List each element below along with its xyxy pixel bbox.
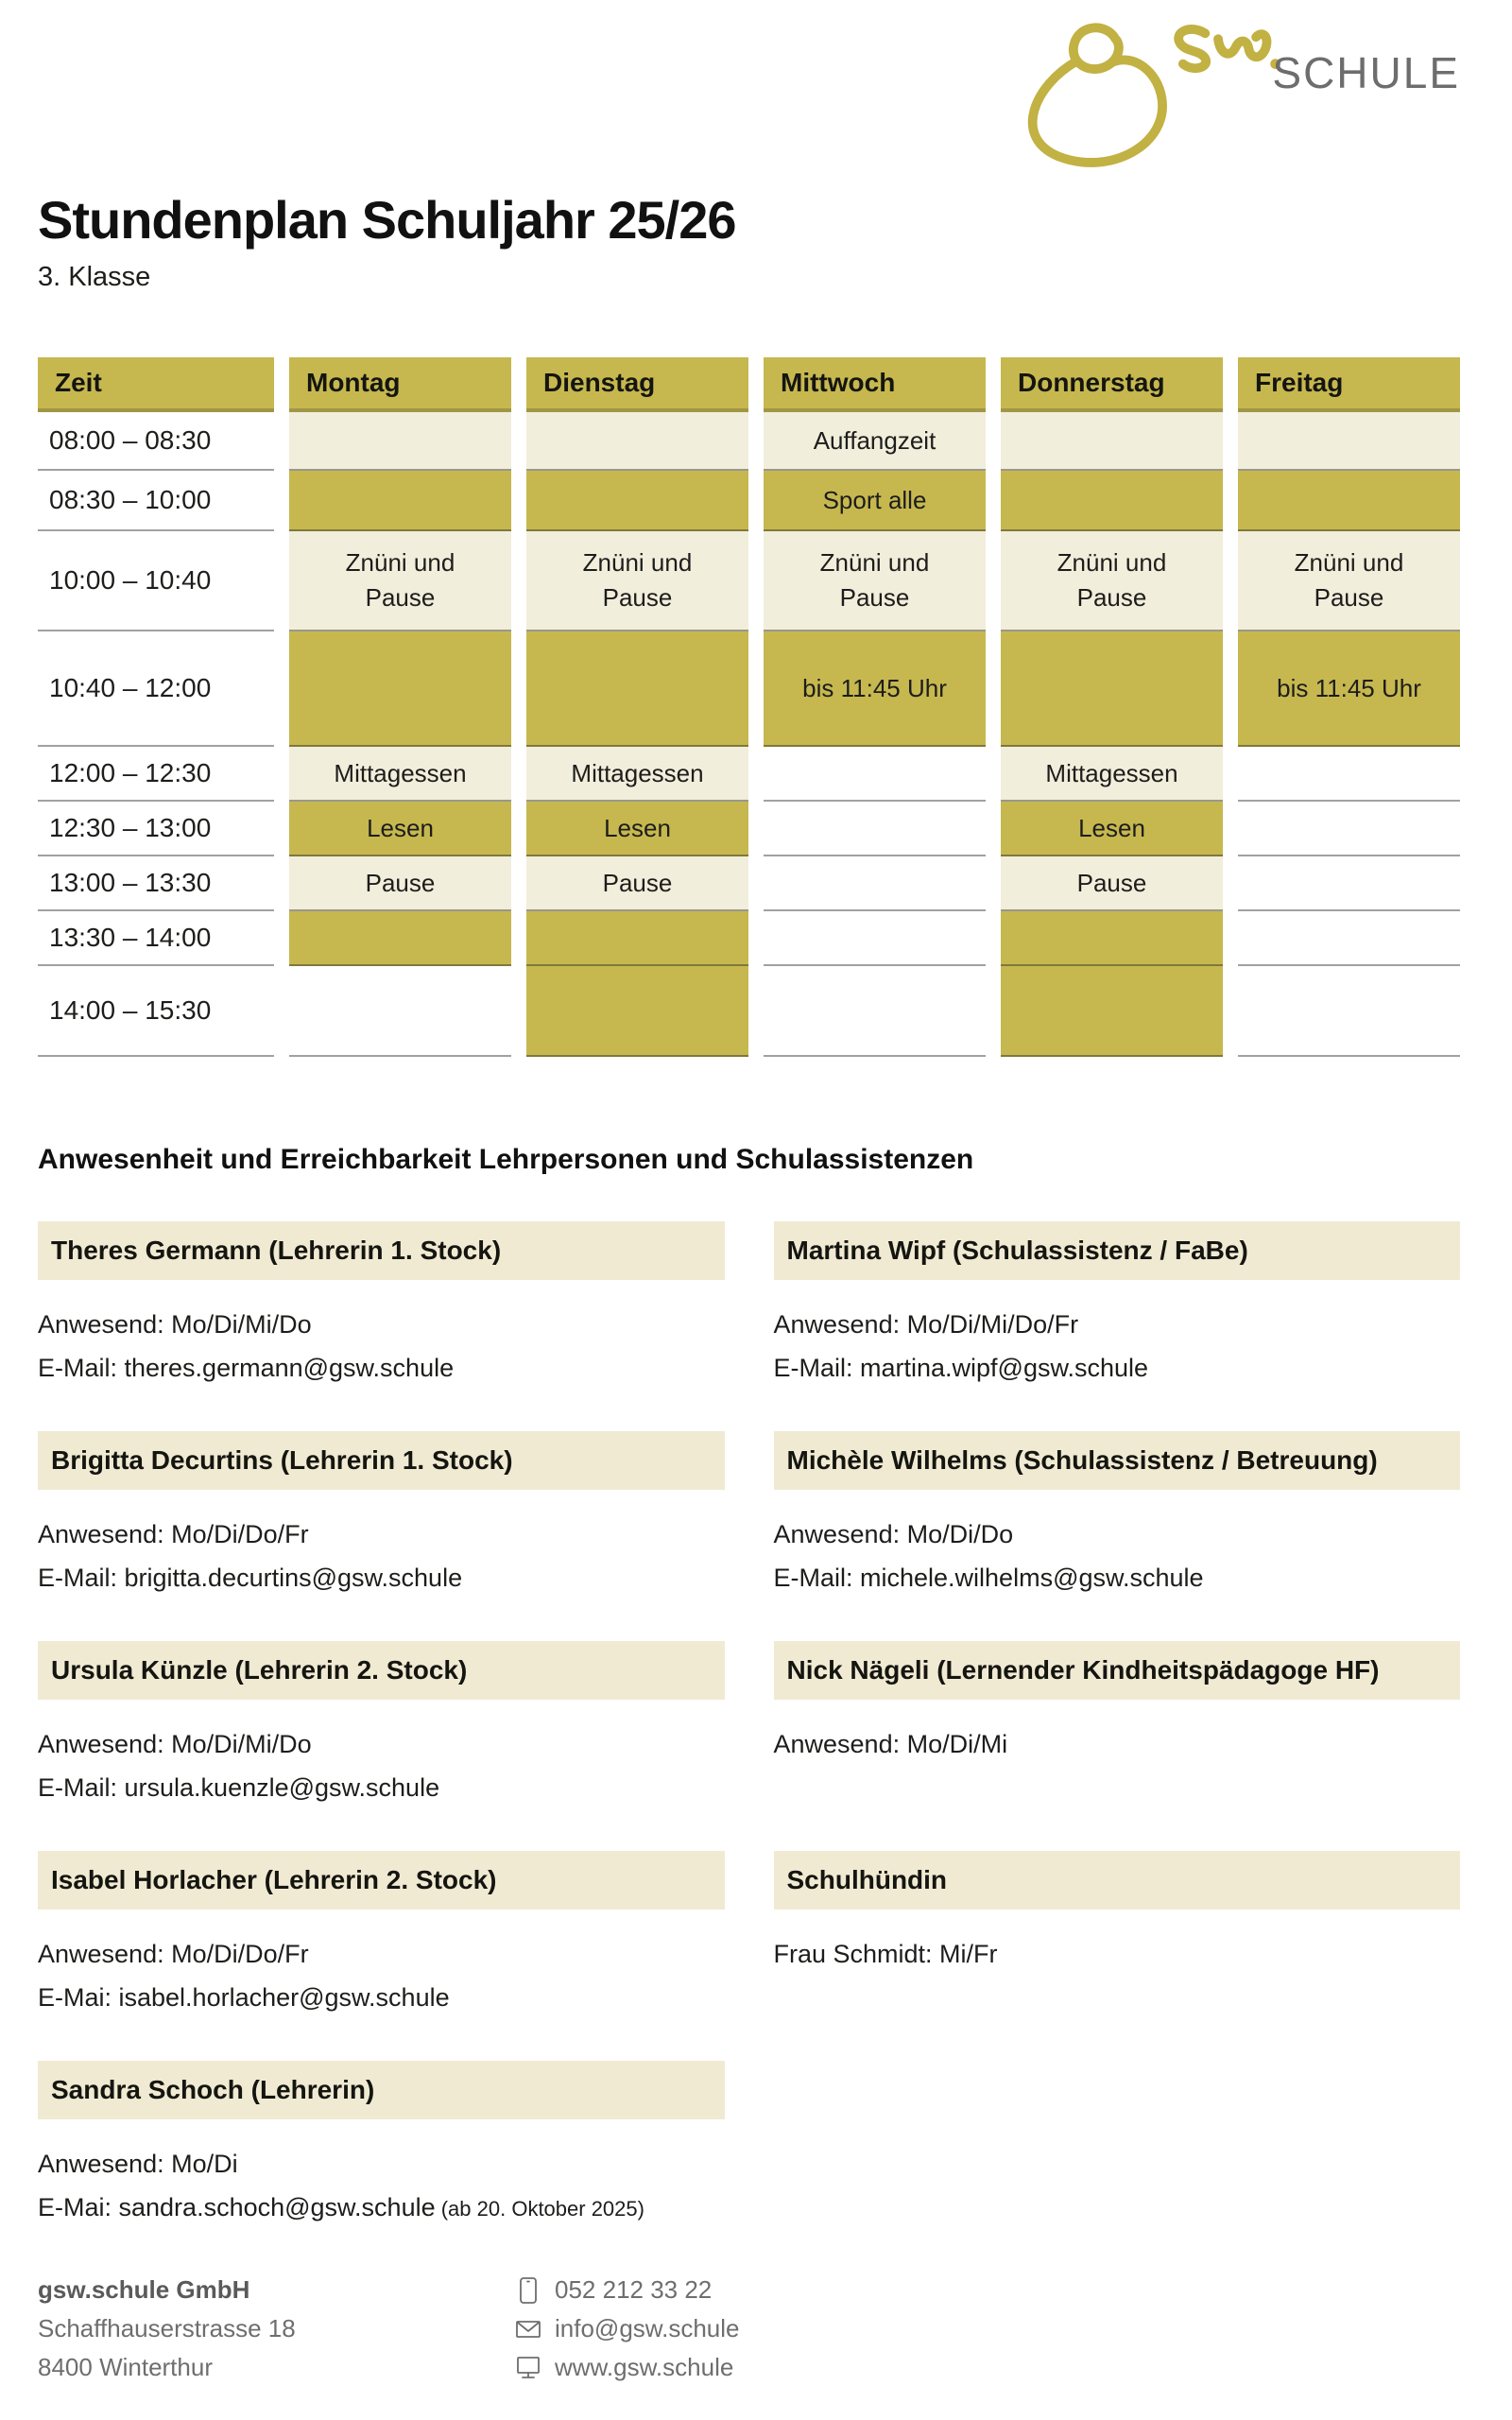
- cell-text: Lesen: [1078, 813, 1145, 842]
- timetable-cell-montag: [289, 966, 511, 1057]
- column-header-dienstag: Dienstag: [526, 357, 748, 412]
- footer-contact-row: [515, 2271, 740, 2309]
- timetable: [38, 357, 1460, 1057]
- column-header-donnerstag: Donnerstag: [1001, 357, 1223, 412]
- staff-card-body: [38, 1512, 725, 1599]
- cell-text: bis 11:45 Uhr: [1277, 673, 1421, 702]
- cell-text: Znüni und Pause: [1057, 548, 1167, 612]
- cell-text: Mittagessen: [571, 758, 704, 787]
- staff-card: [774, 1431, 1461, 1599]
- timetable-cell-donnerstag: [1001, 747, 1223, 802]
- timetable-cell-mittwoch: [764, 856, 986, 911]
- staff-card-empty: [774, 2061, 1461, 2231]
- timetable-row: [38, 911, 1460, 966]
- time-label: 08:30 – 10:00: [38, 471, 274, 531]
- footer-company: gsw.schule GmbH: [38, 2275, 250, 2304]
- cell-text: Lesen: [604, 813, 671, 842]
- timetable-row: [38, 966, 1460, 1057]
- timetable-row: [38, 747, 1460, 802]
- cell-text: Auffangzeit: [813, 425, 936, 455]
- staff-card-body: [38, 1932, 725, 2019]
- timetable-cell-dienstag: [526, 471, 748, 531]
- footer-contacts: [515, 2271, 740, 2387]
- timetable-header-row: [38, 357, 1460, 412]
- cell-text: Pause: [365, 868, 436, 897]
- timetable-cell-donnerstag: [1001, 966, 1223, 1057]
- page-title: Stundenplan Schuljahr 25/26: [38, 190, 736, 250]
- timetable-cell-mittwoch: [764, 471, 986, 531]
- cell-text: Mittagessen: [334, 758, 467, 787]
- staff-card-body: [774, 1303, 1461, 1390]
- timetable-cell-mittwoch: [764, 412, 986, 471]
- timetable-cell-montag: [289, 412, 511, 471]
- time-label: 13:30 – 14:00: [38, 911, 274, 966]
- timetable-cell-mittwoch: [764, 802, 986, 856]
- timetable-row: [38, 802, 1460, 856]
- staff-card-line: E-Mail: ursula.kuenzle@gsw.schule: [38, 1773, 440, 1802]
- timetable-cell-dienstag: [526, 802, 748, 856]
- timetable-cell-dienstag: [526, 531, 748, 631]
- staff-card-line: Anwesend: Mo/Di/Mi/Do/Fr: [773, 1310, 1079, 1339]
- time-label: 08:00 – 08:30: [38, 412, 274, 471]
- cell-text: Pause: [602, 868, 673, 897]
- timetable-cell-donnerstag: [1001, 531, 1223, 631]
- staff-card-title: Sandra Schoch (Lehrerin): [38, 2061, 725, 2119]
- staff-card-line: E-Mai: isabel.horlacher@gsw.schule: [38, 1983, 450, 2012]
- timetable-cell-montag: [289, 531, 511, 631]
- logo-wordmark: SCHULE: [1272, 48, 1460, 97]
- page-subtitle: 3. Klasse: [38, 262, 151, 292]
- gsw-logo: [985, 6, 1460, 172]
- staff-card-body: [774, 1932, 1461, 1976]
- footer-contact-text: 052 212 33 22: [555, 2275, 713, 2304]
- staff-card-line: E-Mail: brigitta.decurtins@gsw.schule: [38, 1564, 463, 1592]
- gsw-script-icon: [985, 6, 1287, 172]
- staff-card-line: Anwesend: Mo/Di/Do: [773, 1520, 1014, 1548]
- cell-text: bis 11:45 Uhr: [802, 673, 947, 702]
- staff-card-line: Anwesend: Mo/Di/Do/Fr: [38, 1940, 309, 1968]
- footer: [38, 2271, 1460, 2387]
- timetable-cell-mittwoch: [764, 966, 986, 1057]
- footer-contact-row: [515, 2309, 740, 2348]
- time-label: 10:00 – 10:40: [38, 531, 274, 631]
- timetable-row: [38, 856, 1460, 911]
- timetable-cell-freitag: [1238, 531, 1460, 631]
- timetable-cell-montag: [289, 802, 511, 856]
- staff-card: [774, 1221, 1461, 1390]
- staff-card-body: [774, 1512, 1461, 1599]
- staff-card-line: E-Mail: michele.wilhelms@gsw.schule: [773, 1564, 1204, 1592]
- timetable-cell-dienstag: [526, 631, 748, 747]
- envelope-icon: [515, 2319, 541, 2340]
- footer-address-line: Schaffhauserstrasse 18: [38, 2314, 296, 2342]
- staff-card-line: Anwesend: Mo/Di/Mi: [773, 1730, 1008, 1758]
- staff-card-body: [774, 1722, 1461, 1766]
- timetable-cell-freitag: [1238, 802, 1460, 856]
- timetable-cell-mittwoch: [764, 911, 986, 966]
- timetable-cell-freitag: [1238, 631, 1460, 747]
- phone-icon: [515, 2276, 541, 2305]
- timetable-cell-freitag: [1238, 856, 1460, 911]
- staff-card: [38, 1641, 725, 1809]
- timetable-cell-dienstag: [526, 966, 748, 1057]
- staff-card-body: [38, 1303, 725, 1390]
- cell-text: Znüni und Pause: [345, 548, 455, 612]
- timetable-cell-montag: [289, 471, 511, 531]
- footer-address-line: 8400 Winterthur: [38, 2353, 213, 2381]
- timetable-cell-donnerstag: [1001, 631, 1223, 747]
- timetable-cell-freitag: [1238, 911, 1460, 966]
- time-label: 14:00 – 15:30: [38, 966, 274, 1057]
- timetable-cell-donnerstag: [1001, 911, 1223, 966]
- staff-card-body: [38, 1722, 725, 1809]
- cell-text: Znüni und Pause: [582, 548, 693, 612]
- column-header-freitag: Freitag: [1238, 357, 1460, 412]
- timetable-cell-montag: [289, 747, 511, 802]
- timetable-cell-donnerstag: [1001, 802, 1223, 856]
- cell-text: Lesen: [367, 813, 434, 842]
- monitor-icon: [515, 2356, 541, 2380]
- time-label: 10:40 – 12:00: [38, 631, 274, 747]
- staff-card-title: Martina Wipf (Schulassistenz / FaBe): [774, 1221, 1461, 1280]
- staff-card: [38, 1431, 725, 1599]
- staff-card-line: Anwesend: Mo/Di/Do/Fr: [38, 1520, 309, 1548]
- cell-text: Znüni und Pause: [819, 548, 930, 612]
- staff-card-line: E-Mail: martina.wipf@gsw.schule: [773, 1354, 1149, 1382]
- timetable-cell-mittwoch: [764, 631, 986, 747]
- staff-card-title: Theres Germann (Lehrerin 1. Stock): [38, 1221, 725, 1280]
- logo-row: [38, 0, 1460, 176]
- timetable-cell-donnerstag: [1001, 856, 1223, 911]
- timetable-row: [38, 412, 1460, 471]
- column-header-montag: Montag: [289, 357, 511, 412]
- timetable-cell-montag: [289, 631, 511, 747]
- footer-address-block: [38, 2271, 515, 2387]
- staff-card-line: Anwesend: Mo/Di/Mi/Do: [38, 1310, 312, 1339]
- time-label: 13:00 – 13:30: [38, 856, 274, 911]
- staff-card-title: Schulhündin: [774, 1851, 1461, 1910]
- staff-card: [38, 2061, 725, 2231]
- timetable-cell-dienstag: [526, 856, 748, 911]
- staff-card-title: Nick Nägeli (Lernender Kindheitspädagoge HF): [774, 1641, 1461, 1700]
- timetable-row: [38, 531, 1460, 631]
- cell-text: Sport alle: [822, 485, 927, 514]
- timetable-cell-freitag: [1238, 966, 1460, 1057]
- timetable-cell-dienstag: [526, 911, 748, 966]
- time-label: 12:30 – 13:00: [38, 802, 274, 856]
- staff-card-body: [38, 2142, 725, 2231]
- cell-text: Mittagessen: [1045, 758, 1178, 787]
- timetable-cell-mittwoch: [764, 747, 986, 802]
- timetable-cell-donnerstag: [1001, 412, 1223, 471]
- column-header-zeit: Zeit: [38, 357, 274, 412]
- timetable-cell-dienstag: [526, 412, 748, 471]
- staff-card: [38, 1221, 725, 1390]
- staff-card-line: Anwesend: Mo/Di/Mi/Do: [38, 1730, 312, 1758]
- footer-contact-text: info@gsw.schule: [555, 2314, 740, 2342]
- staff-card-line: Frau Schmidt: Mi/Fr: [773, 1940, 998, 1968]
- staff-card-title: Isabel Horlacher (Lehrerin 2. Stock): [38, 1851, 725, 1910]
- cell-text: Pause: [1076, 868, 1147, 897]
- timetable-row: [38, 631, 1460, 747]
- staff-card: [38, 1851, 725, 2019]
- staff-card-title: Brigitta Decurtins (Lehrerin 1. Stock): [38, 1431, 725, 1490]
- column-header-mittwoch: Mittwoch: [764, 357, 986, 412]
- timetable-cell-donnerstag: [1001, 471, 1223, 531]
- timetable-cell-dienstag: [526, 747, 748, 802]
- timetable-cell-mittwoch: [764, 531, 986, 631]
- staff-section-heading: Anwesenheit und Erreichbarkeit Lehrpersonen und Schulassistenzen: [38, 1144, 974, 1175]
- staff-card-line: Anwesend: Mo/Di: [38, 2150, 238, 2178]
- staff-card-title: Michèle Wilhelms (Schulassistenz / Betreuung): [774, 1431, 1461, 1490]
- staff-cards: [38, 1221, 1460, 2231]
- timetable-cell-freitag: [1238, 412, 1460, 471]
- timetable-row: [38, 471, 1460, 531]
- staff-card-title: Ursula Künzle (Lehrerin 2. Stock): [38, 1641, 725, 1700]
- timetable-cell-freitag: [1238, 747, 1460, 802]
- timetable-cell-montag: [289, 911, 511, 966]
- footer-contact-text: www.gsw.schule: [555, 2353, 734, 2381]
- footer-contact-row: [515, 2348, 740, 2387]
- staff-card: [774, 1851, 1461, 2019]
- staff-card-line: E-Mai: sandra.schoch@gsw.schule (ab 20. Oktober 2025): [38, 2193, 644, 2221]
- timetable-cell-montag: [289, 856, 511, 911]
- timetable-cell-freitag: [1238, 471, 1460, 531]
- staff-card-note: (ab 20. Oktober 2025): [435, 2197, 644, 2221]
- staff-card: [774, 1641, 1461, 1809]
- staff-card-line: E-Mail: theres.germann@gsw.schule: [38, 1354, 455, 1382]
- time-label: 12:00 – 12:30: [38, 747, 274, 802]
- cell-text: Znüni und Pause: [1294, 548, 1404, 612]
